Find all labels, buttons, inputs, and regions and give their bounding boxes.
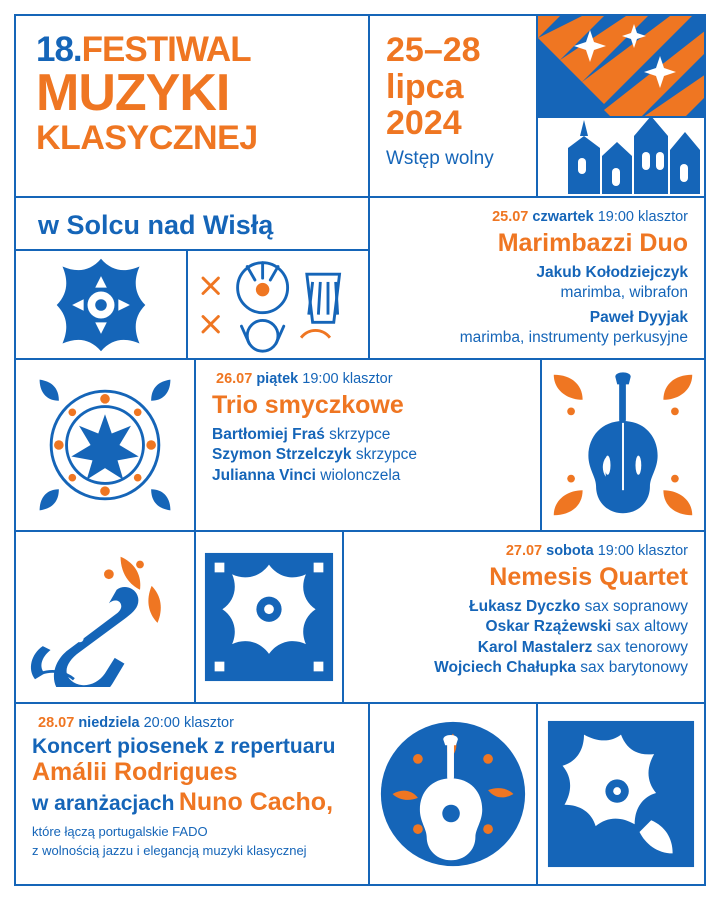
event-1-venue: klasztor xyxy=(638,209,688,225)
event-3-date: 27.07 xyxy=(505,543,543,559)
event-3-time: 19:00 xyxy=(597,543,634,559)
event-2-performer-3 xyxy=(212,466,526,486)
event-1-date: 25.07 xyxy=(492,209,529,225)
artwork-percussion-instruments xyxy=(186,251,368,358)
event-1 xyxy=(368,198,704,358)
event-1-meta xyxy=(386,208,688,227)
place-and-art xyxy=(16,198,368,358)
artwork-folk-flower-square xyxy=(194,532,342,702)
performer-role: sax barytonowy xyxy=(580,659,688,677)
event-4-venue: klasztor xyxy=(183,715,234,731)
event-4-arranger-name: Nuno Cacho, xyxy=(178,788,334,817)
performer-role: sax tenorowy xyxy=(596,638,688,656)
event-2-performer-2 xyxy=(212,445,526,465)
artwork-folk-rosette-square xyxy=(16,251,186,358)
event-3-meta xyxy=(360,542,688,561)
performer-name: Paweł Dyyjak xyxy=(589,308,688,326)
artwork-church-skyline xyxy=(536,16,704,196)
festival-place: w Solcu nad Wisłą xyxy=(38,210,274,240)
performer-name: Szymon Strzelczyk xyxy=(212,446,352,464)
row-event4 xyxy=(16,704,704,884)
poster-header xyxy=(16,16,704,198)
event-1-title: Marimbazzi Duo xyxy=(497,228,688,257)
performer-name: Łukasz Dyczko xyxy=(469,597,581,615)
event-2 xyxy=(194,360,540,530)
title-line-1 xyxy=(36,32,358,67)
event-2-time: 19:00 xyxy=(302,371,339,387)
artwork-snowflake-square xyxy=(536,704,704,884)
event-2-title: Trio smyczkowe xyxy=(212,390,404,419)
artwork-guitar-circle xyxy=(368,704,536,884)
title-word-klasycznej: KLASYCZNEJ xyxy=(36,119,258,158)
event-1-performer-1 xyxy=(386,263,688,304)
event-4-meta xyxy=(32,714,354,733)
event-3-performer-4 xyxy=(360,658,688,678)
event-4-time: 20:00 xyxy=(143,715,180,731)
event-4-note-line-1: które łączą portugalskie FADO xyxy=(32,824,208,840)
event-1-time: 19:00 xyxy=(597,209,634,225)
event-2-day: piątek xyxy=(256,371,299,387)
performer-role: skrzypce xyxy=(355,446,418,464)
event-3-day: sobota xyxy=(546,543,594,559)
event-1-performer-2 xyxy=(386,308,688,349)
event-2-date: 26.07 xyxy=(216,371,253,387)
performer-role: marimba, instrumenty perkusyjne xyxy=(459,329,688,347)
event-4-title-line-1: Koncert piosenek z repertuaru xyxy=(32,734,336,758)
performer-role: marimba, wibrafon xyxy=(560,284,688,302)
title-block xyxy=(16,16,368,196)
date-year: 2024 xyxy=(386,104,462,143)
date-days: 25–28 xyxy=(386,31,481,69)
artwork-folk-mandala xyxy=(16,360,194,530)
performer-role: sax sopranowy xyxy=(584,597,688,615)
performer-name: Julianna Vinci xyxy=(212,466,316,484)
event-3 xyxy=(342,532,704,702)
row-place-event1 xyxy=(16,198,704,360)
performer-role: sax altowy xyxy=(615,618,688,636)
event-4-title-line-2: Amálii Rodrigues xyxy=(32,758,238,787)
event-4-day: niedziela xyxy=(78,715,140,731)
date-month: lipca xyxy=(386,67,464,106)
title-word-muzyki: MUZYKI xyxy=(36,64,230,122)
performer-name: Wojciech Chałupka xyxy=(434,659,576,677)
artwork-cello xyxy=(540,360,704,530)
event-3-performer-2 xyxy=(360,617,688,637)
row-event2 xyxy=(16,360,704,532)
performer-name: Bartłomiej Fraś xyxy=(212,425,325,443)
event-3-title: Nemesis Quartet xyxy=(489,562,688,591)
performer-role: wiolonczela xyxy=(320,466,401,484)
event-3-performer-3 xyxy=(360,638,688,658)
poster-frame xyxy=(14,14,706,886)
event-4-title-line-3 xyxy=(32,788,354,817)
event-4-note-line-2: z wolnością jazzu i elegancją muzyki klasycznej xyxy=(32,842,307,858)
event-3-venue: klasztor xyxy=(638,543,688,559)
event-3-performer-1 xyxy=(360,597,688,617)
event-4-arrangement-label: w aranżacjach xyxy=(32,792,175,816)
admission-note: Wstęp wolny xyxy=(386,148,494,170)
event-4-date: 28.07 xyxy=(38,715,75,731)
event-1-day: czwartek xyxy=(532,209,594,225)
performer-name: Jakub Kołodziejczyk xyxy=(536,263,688,281)
performer-name: Karol Mastalerz xyxy=(477,638,593,656)
edition-number: 18. xyxy=(36,30,82,69)
performer-name: Oskar Rzążewski xyxy=(485,618,612,636)
row-event3 xyxy=(16,532,704,704)
event-4 xyxy=(16,704,368,884)
event-2-venue: klasztor xyxy=(342,371,393,387)
event-2-performer-1 xyxy=(212,425,526,445)
title-word-festiwal: FESTIWAL xyxy=(81,30,251,69)
date-block xyxy=(368,16,536,196)
event-2-meta xyxy=(212,370,526,389)
performer-role: skrzypce xyxy=(329,425,391,443)
artwork-saxophone xyxy=(16,532,194,702)
